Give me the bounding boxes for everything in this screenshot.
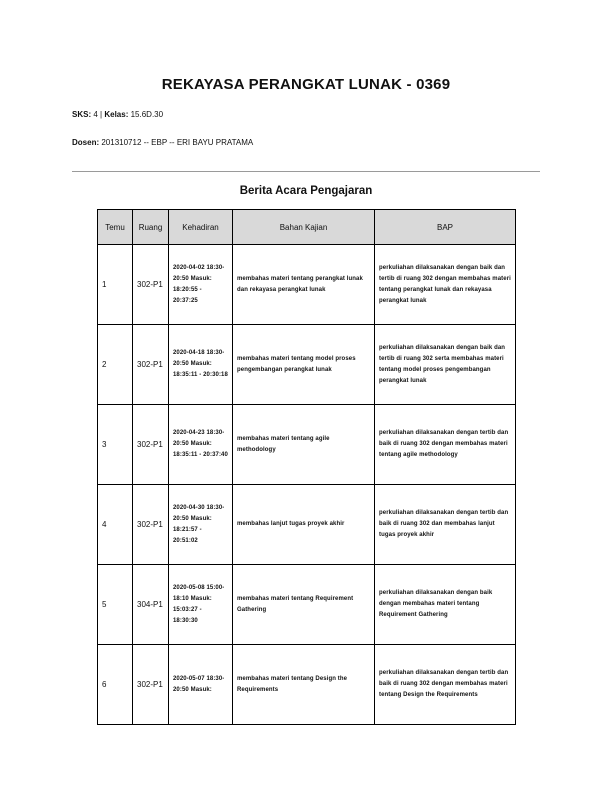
course-title: REKAYASA PERANGKAT LUNAK - 0369 xyxy=(161,76,451,93)
cell-temu: 6 xyxy=(98,645,133,725)
cell-ruang: 302-P1 xyxy=(133,485,169,565)
cell-kehadiran: 2020-04-30 18:30-20:50 Masuk: 18:21:57 - 20:51:02 xyxy=(169,485,233,565)
cell-kehadiran: 2020-04-23 18:30-20:50 Masuk: 18:35:11 - 20:37:40 xyxy=(169,405,233,485)
cell-bap: perkuliahan dilaksanakan dengan baik dengan membahas materi tentang Requirement Gathering xyxy=(375,565,516,645)
header-ruang: Ruang xyxy=(133,210,169,245)
header-kehadiran: Kehadiran xyxy=(169,210,233,245)
table-row xyxy=(98,245,516,325)
lecturer-meta xyxy=(72,138,253,147)
cell-bap: perkuliahan dilaksanakan dengan tertib dan baik di ruang 302 dengan membahas materi tentang Design the Requirements xyxy=(375,645,516,725)
cell-bahan-kajian: membahas materi tentang perangkat lunak dan rekayasa perangkat lunak xyxy=(233,245,375,325)
cell-temu: 5 xyxy=(98,565,133,645)
cell-temu: 1 xyxy=(98,245,133,325)
cell-bahan-kajian: membahas materi tentang agile methodology xyxy=(233,405,375,485)
cell-kehadiran: 2020-05-07 18:30-20:50 Masuk: xyxy=(169,645,233,725)
cell-bap: perkuliahan dilaksanakan dengan baik dan tertib di ruang 302 dengan membahas materi tentang perangkat lunak dan rekayasa perangkat lunak xyxy=(375,245,516,325)
dosen-label: Dosen: xyxy=(72,138,100,147)
cell-bap: perkuliahan dilaksanakan dengan tertib dan baik di ruang 302 dan membahas lanjut tugas proyek akhir xyxy=(375,485,516,565)
table-row xyxy=(98,405,516,485)
cell-bahan-kajian: membahas materi tentang Requirement Gathering xyxy=(233,565,375,645)
teaching-report-table xyxy=(97,209,516,725)
kelas-value: 15.6D.30 xyxy=(130,110,164,119)
cell-temu: 2 xyxy=(98,325,133,405)
cell-bahan-kajian: membahas materi tentang model proses pengembangan perangkat lunak xyxy=(233,325,375,405)
cell-bap: perkuliahan dilaksanakan dengan baik dan tertib di ruang 302 serta membahas materi tentang model proses pengembangan perangkat lunak xyxy=(375,325,516,405)
cell-bahan-kajian: membahas materi tentang Design the Requirements xyxy=(233,645,375,725)
cell-kehadiran: 2020-04-18 18:30-20:50 Masuk: 18:35:11 - 20:30:18 xyxy=(169,325,233,405)
header-bahan-kajian: Bahan Kajian xyxy=(233,210,375,245)
course-meta xyxy=(72,110,163,119)
table-row xyxy=(98,325,516,405)
cell-ruang: 304-P1 xyxy=(133,565,169,645)
table-row xyxy=(98,565,516,645)
cell-ruang: 302-P1 xyxy=(133,645,169,725)
divider xyxy=(72,171,540,172)
cell-kehadiran: 2020-04-02 18:30-20:50 Masuk: 18:20:55 - 20:37:25 xyxy=(169,245,233,325)
cell-bahan-kajian: membahas lanjut tugas proyek akhir xyxy=(233,485,375,565)
cell-ruang: 302-P1 xyxy=(133,405,169,485)
dosen-value: 201310712 -- EBP -- ERI BAYU PRATAMA xyxy=(101,138,254,147)
cell-temu: 3 xyxy=(98,405,133,485)
meta-separator: | xyxy=(100,110,103,119)
sks-value: 4 xyxy=(93,110,98,119)
kelas-label: Kelas: xyxy=(104,110,129,119)
table-header-row xyxy=(98,210,516,245)
section-title: Berita Acara Pengajaran xyxy=(239,185,373,197)
header-bap: BAP xyxy=(375,210,516,245)
table-row xyxy=(98,645,516,725)
cell-temu: 4 xyxy=(98,485,133,565)
cell-bap: perkuliahan dilaksanakan dengan tertib dan baik di ruang 302 dengan membahas materi tentang agile methodology xyxy=(375,405,516,485)
sks-label: SKS: xyxy=(72,110,92,119)
cell-kehadiran: 2020-05-08 15:00-18:10 Masuk: 15:03:27 - 18:30:30 xyxy=(169,565,233,645)
cell-ruang: 302-P1 xyxy=(133,325,169,405)
header-temu: Temu xyxy=(98,210,133,245)
cell-ruang: 302-P1 xyxy=(133,245,169,325)
table-row xyxy=(98,485,516,565)
